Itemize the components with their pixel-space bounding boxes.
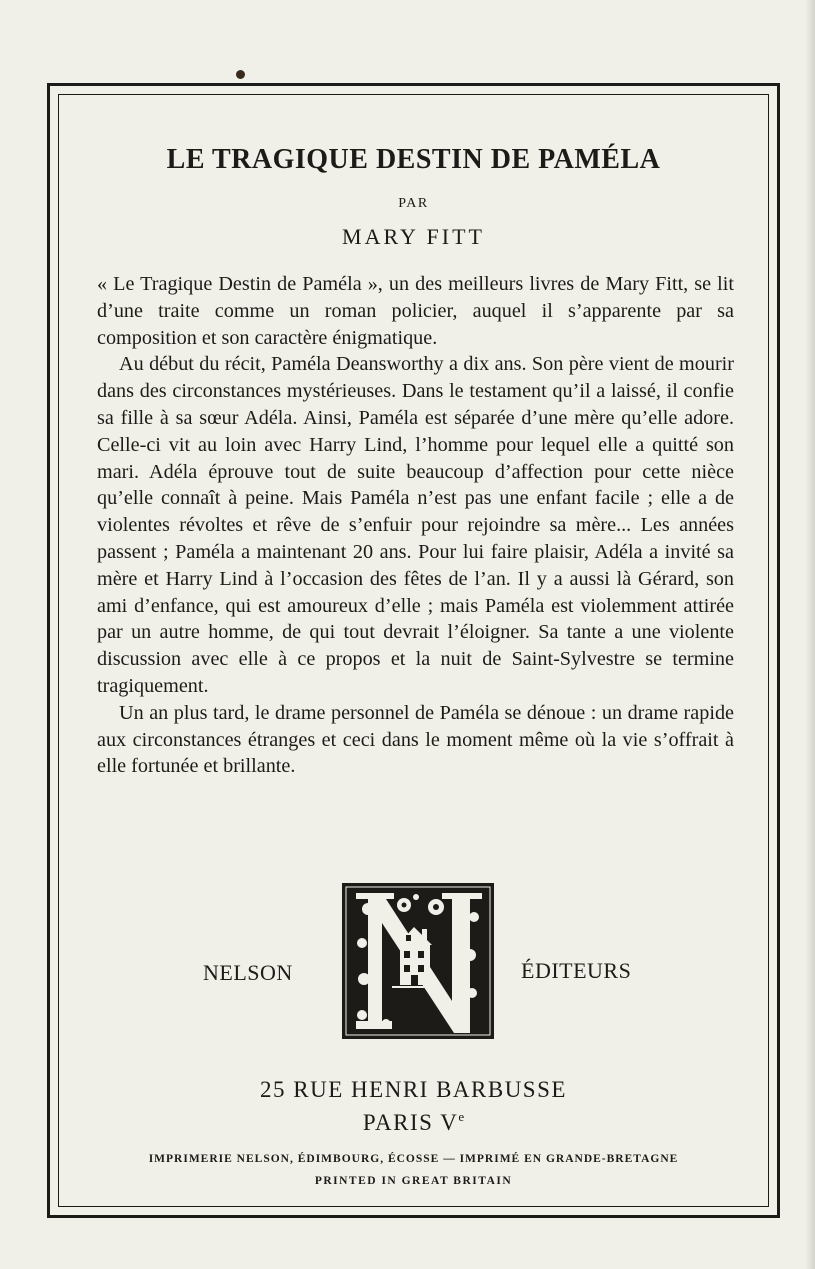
publisher-city bbox=[60, 1109, 767, 1136]
book-title: LE TRAGIQUE DESTIN DE PAMÉLA bbox=[166, 144, 661, 175]
printed-in-line: PRINTED IN GREAT BRITAIN bbox=[314, 1175, 513, 1187]
blurb-paragraph: Au début du récit, Paméla Deansworthy a dix ans. Son père vient de mourir dans des circonstances mystérieuses. Dans le testament qu’il a laissé, il confie sa fille à sa sœur Adéla. Ainsi, Paméla est séparée d’une mère qu’elle adore. Celle-ci vit au loin avec Harry Lind, l’homme pour lequel elle a quitté son mari. Adéla éprouve tout de suite beaucoup d’affection pour cette nièce qu’elle connaît à peine. Mais Paméla n’est pas une enfant facile ; elle a de violentes révoltes et rêve de s’enfuir pour rejoindre sa mère... Les années passent ; Paméla a maintenant 20 ans. Pour lui faire plaisir, Adéla a invité sa mère et Harry Lind à l’occasion des fêtes de l’an. Il y a aussi là Gérard, son ami d’enfance, qui est amoureux d’elle ; mais Paméla est violemment attirée par un autre homme, de qui tout devrait l’éloigner. Sa tante a une violente discussion avec elle à ce propos et la nuit de Saint-Sylvestre se termine tragiquement. bbox=[97, 353, 734, 697]
author-name: MARY FITT bbox=[342, 224, 485, 249]
publisher-name-left: NELSON bbox=[203, 960, 293, 985]
by-word: PAR bbox=[398, 196, 429, 211]
page-edge-shadow bbox=[805, 0, 815, 1269]
printer-imprint: IMPRIMERIE NELSON, ÉDIMBOURG, ÉCOSSE — IMPRIMÉ EN GRANDE-BRETAGNE bbox=[148, 1153, 679, 1165]
arrondissement-suffix: e bbox=[458, 1109, 465, 1124]
ink-spot bbox=[236, 70, 245, 79]
publisher-name-right: ÉDITEURS bbox=[521, 958, 632, 983]
nelson-n-house-emblem-icon bbox=[342, 883, 494, 1039]
blurb-text bbox=[97, 271, 734, 780]
blurb-paragraph: Un an plus tard, le drame personnel de Paméla se dénoue : un drame rapide aux circonstances étranges et ceci dans le moment même où la vie s’offrait à elle fortunée et brillante. bbox=[97, 701, 734, 778]
publisher-address: 25 RUE HENRI BARBUSSE bbox=[260, 1077, 567, 1102]
city-name: PARIS V bbox=[362, 1110, 459, 1135]
blurb-paragraph: « Le Tragique Destin de Paméla », un des meilleurs livres de Mary Fitt, se lit d’une traite comme un roman policier, auquel il s’apparente par sa composition et son caractère énigmatique. bbox=[97, 273, 734, 349]
